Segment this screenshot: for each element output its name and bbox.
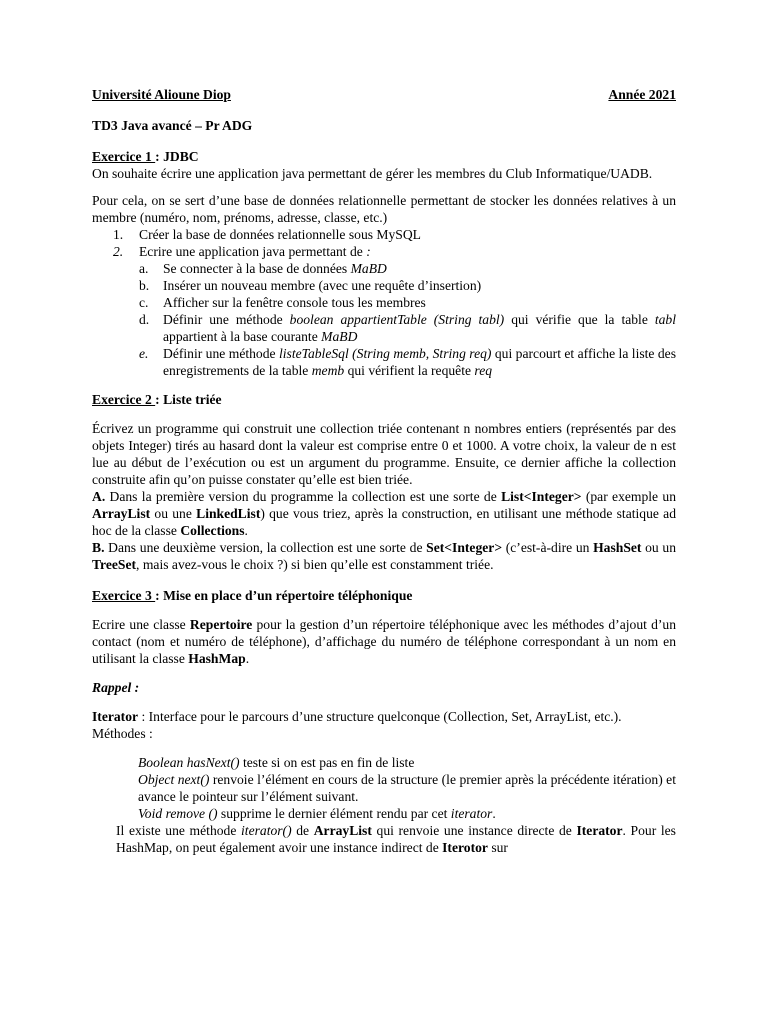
method-remove: Void remove () supprime le dernier élément rendu par cet iterator.: [138, 806, 496, 821]
iterator-arraylist-note: Il existe une méthode iterator() de ArrayList qui renvoie une instance directe de Iterator. Pour les HashMap, on peut également avoir une instance indirect de Iterotor sur: [116, 823, 676, 855]
exercise-1-sublist: [139, 260, 676, 379]
list-item: a. Se connecter à la base de données MaBD: [139, 261, 387, 276]
exercise-2-intro: Écrivez un programme qui construit une collection triée contenant n nombres entiers (représentés par des objets Integer) tirés au hasard dont la valeur est comprise entre 0 et 1000. A votre choix, la valeur de n est lue au début de l’exécution ou est un argument du programme. Ensuite, ce dernier affiche la collection construite afin qu’on puisse constater qu’elle est bien triée.: [92, 421, 676, 487]
method-next: Object next() renvoie l’élément en cours de la structure (le premier après la précédente itération) et avance le pointeur sur l’élément suivant.: [138, 772, 676, 804]
exercise-1-context: Pour cela, on se sert d’une base de données relationnelle permettant de stocker les données relatives à un membre (numéro, nom, prénoms, adresse, classe, etc.): [92, 193, 676, 225]
exercise-2-part-b: B. Dans une deuxième version, la collection est une sorte de Set<Integer> (c’est-à-dire un HashSet ou un TreeSet, mais avez-vous le choix ?) si bien qu’elle est constamment triée.: [92, 540, 676, 572]
list-item: 1. Créer la base de données relationnelle sous MySQL: [113, 227, 421, 242]
exercise-3-title: Exercice 3 : Mise en place d’un répertoire téléphonique: [92, 588, 413, 603]
list-item: 2. Ecrire une application java permettant de : a. Se connecter à la base de données MaBD b. Insérer un nouveau membre (avec une requête d’insertion) c. Afficher sur la fenêtre console tous les membres d. Définir une méthode boolean appartientTable (String tabl) qui vérifie que la table tabl appartient à la base courante MaBD e. Définir une méthode listeTableSql (String memb, String req) qui parcourt et affiche la liste des enregistrements de la table memb qui vérifient la requête req: [113, 244, 677, 378]
academic-year: Année 2021: [608, 87, 676, 102]
method-hasnext: Boolean hasNext() teste si on est pas en fin de liste: [138, 755, 415, 770]
exercise-3-text: Ecrire une classe Repertoire pour la gestion d’un répertoire téléphonique avec les méthodes d’ajout d’un contact (nom et numéro de téléphone), d’affichage du numéro de téléphone correspondant à un nom en utilisant la classe HashMap.: [92, 617, 677, 666]
rappel-title: Rappel :: [92, 680, 140, 695]
university-name: Université Alioune Diop: [92, 87, 231, 102]
document-header: [92, 86, 676, 103]
exercise-2-part-a: A. Dans la première version du programme la collection est une sorte de List<Integer> (par exemple un ArrayList ou une LinkedList) que vous triez, après la construction, en utilisant une méthode statique ad hoc de la classe Collections.: [92, 489, 676, 538]
exercise-1-title: Exercice 1 : JDBC: [92, 149, 199, 164]
document-title: TD3 Java avancé – Pr ADG: [92, 118, 253, 133]
iterator-definition: Iterator : Interface pour le parcours d’une structure quelconque (Collection, Set, ArrayList, etc.). Méthodes :: [92, 709, 622, 741]
list-item: b. Insérer un nouveau membre (avec une requête d’insertion): [139, 278, 482, 293]
exercise-1-list: [92, 226, 676, 379]
list-item: c. Afficher sur la fenêtre console tous les membres: [139, 295, 426, 310]
list-item: d. Définir une méthode boolean appartientTable (String tabl) qui vérifie que la table tabl appartient à la base courante MaBD: [139, 312, 677, 344]
exercise-1-intro: On souhaite écrire une application java permettant de gérer les membres du Club Informatique/UADB.: [92, 166, 653, 181]
document-page: [92, 86, 676, 856]
exercise-2-title: Exercice 2 : Liste triée: [92, 392, 222, 407]
list-item: e. Définir une méthode listeTableSql (String memb, String req) qui parcourt et affiche la liste des enregistrements de la table memb qui vérifient la requête req: [139, 346, 676, 378]
